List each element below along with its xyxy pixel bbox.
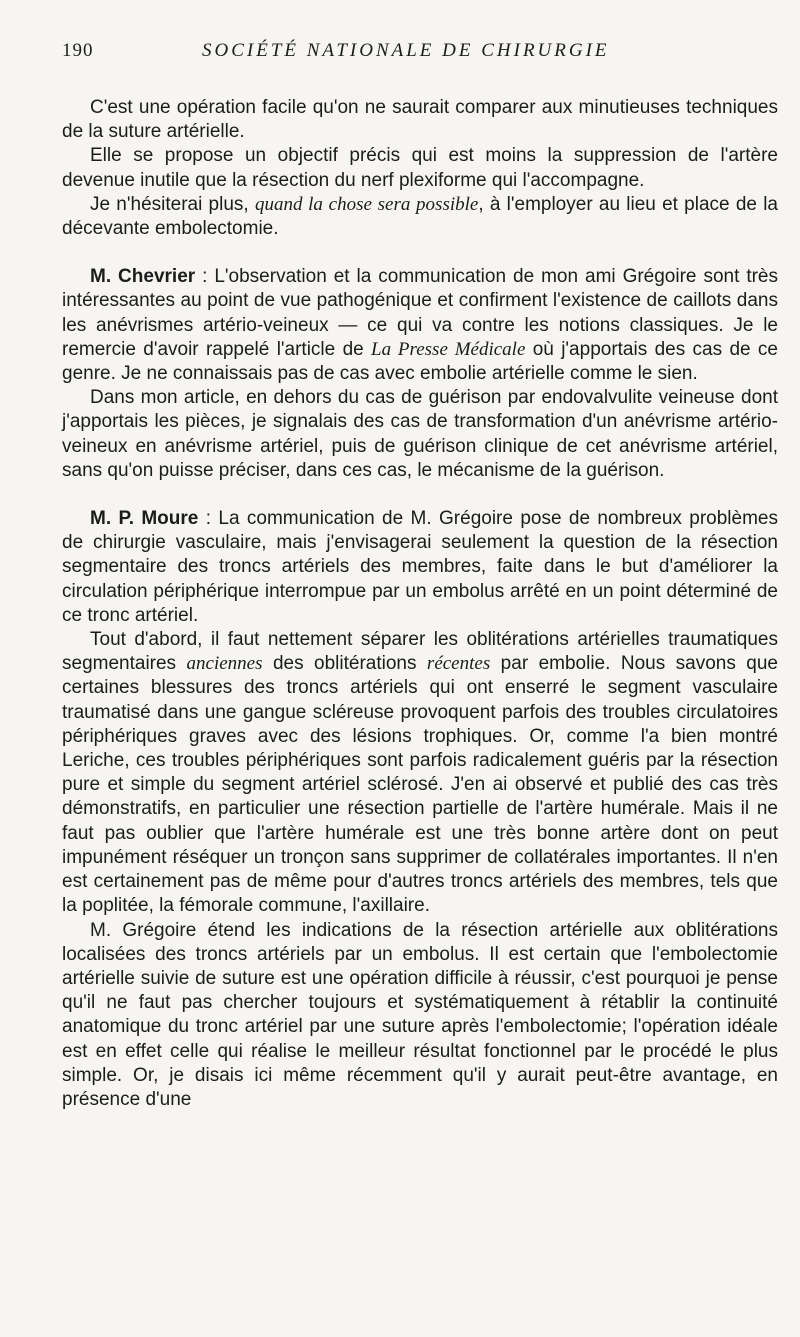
- paragraph: [62, 193, 778, 241]
- body-text: [62, 96, 778, 1112]
- italic-phrase: quand la chose sera possible: [254, 193, 479, 215]
- paragraph-moure: [62, 507, 778, 628]
- paragraph: Elle se propose un objectif précis qui est moins la suppression de l'artère devenue inutile que la résection du nerf plexiforme qui l'accompagne.: [62, 145, 778, 191]
- speaker-name: M. Chevrier: [90, 266, 196, 288]
- text-run: Je n'hésiterai plus,: [90, 193, 255, 215]
- text-run: , à l'employer au lieu et place de la décevante embolectomie.: [62, 193, 778, 240]
- text-run: par embolie. Nous savons que certaines blessures des troncs artériels qui ont enserré le segment vasculaire traumatisé dans une gangue scléreuse provoquent parfois des troubles circulatoires périphériques graves avec des lésions trophiques. Or, comme l'a bien montré Leriche, ces troubles périphériques sont parfois radicalement guéris par la résection pure et simple du segment artériel sclérosé. J'en ai observé et publié des cas très démonstratifs, en particulier une résection partielle de l'artère humérale. Mais il ne faut pas oublier que l'artère humérale est une très bonne artère dont on peut impunément réséquer un tronçon sans supprimer de collatérales importantes. Il n'en est certainement pas de même pour d'autres troncs artériels des membres, tels que la poplitée, la fémorale commune, l'axillaire.: [62, 653, 778, 917]
- text-run: des oblitérations: [262, 653, 427, 675]
- running-title: SOCIÉTÉ NATIONALE DE CHIRURGIE: [202, 40, 610, 61]
- paragraph: [62, 628, 778, 918]
- paragraph: Dans mon article, en dehors du cas de guérison par endovalvulite veineuse dont j'apportais les pièces, je signalais des cas de transformation d'un anévrisme artério-veineux en anévrisme artériel, puis de guérison clinique de cet anévrisme artériel, sans qu'on puisse préciser, dans ces cas, le mécanisme de la guérison.: [62, 387, 778, 481]
- paragraph: M. Grégoire étend les indications de la résection artérielle aux oblitérations localisées des troncs artériels par un embolus. Il est certain que l'embolectomie artérielle suivie de suture est une opération difficile à réussir, c'est pourquoi je pense qu'il ne faut pas chercher toujours et systématiquement à rétablir la continuité anatomique du tronc artériel par une suture après l'embolectomie; l'opération idéale est en effet celle qui réalise le meilleur résultat fonctionnel par le procédé le plus simple. Or, je disais ici même récemment qu'il y aurait peut-être avantage, en présence d'une: [62, 919, 778, 1110]
- italic-word: anciennes: [186, 653, 263, 675]
- paragraph-chevrier: [62, 265, 778, 386]
- speaker-name: M. P. Moure: [90, 508, 199, 530]
- text-run: Tout d'abord, il faut nettement séparer les oblitérations artérielles traumatiques segmentaires: [62, 629, 778, 675]
- page-header: [62, 40, 778, 70]
- text-run: où j'apportais des cas de ce genre. Je ne connaissais pas de cas avec embolie artérielle comme le sien.: [62, 338, 778, 385]
- journal-title: La Presse Médicale: [371, 338, 526, 360]
- paragraph: C'est une opération facile qu'on ne saurait comparer aux minutieuses techniques de la suture artérielle.: [62, 97, 778, 143]
- text-run: : La communication de M. Grégoire pose de nombreux problèmes de chirurgie vasculaire, mais j'envisagerai seulement la question de la résection segmentaire des troncs artériels des membres, faite dans le but d'améliorer la circulation périphérique interrompue par un embolus arrêté en un point déterminé de ce tronc artériel.: [62, 508, 778, 626]
- italic-word: récentes: [426, 653, 491, 675]
- page-number: 190: [62, 40, 94, 61]
- text-run: : L'observation et la communication de mon ami Grégoire sont très intéressantes au point de vue pathogénique et confirment l'existence de caillots dans les anévrismes artério-veineux — ce qui va contre les notions classiques. Je le remercie d'avoir rappelé l'article de: [62, 266, 778, 360]
